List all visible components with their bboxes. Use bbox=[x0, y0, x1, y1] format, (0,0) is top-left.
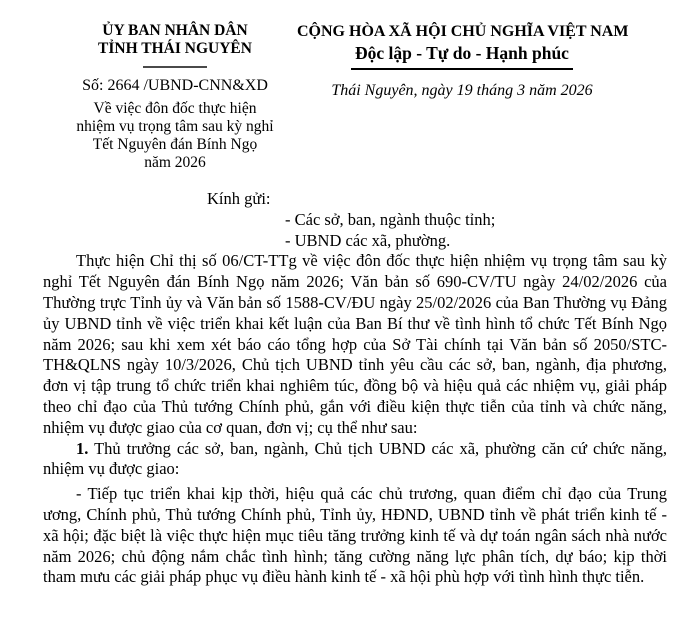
paragraph-intro: Thực hiện Chỉ thị số 06/CT-TTg về việc đôn đốc thực hiện nhiệm vụ trọng tâm sau kỳ nghỉ Tết Nguyên đán Bính Ngọ năm 2026; Văn bản số 690-CV/TU ngày 24/02/2026 của Thường trực Tỉnh ủy và Văn bản số 1588-CV/ĐU ngày 25/02/2026 của Ban Thường vụ Đảng ủy UBND tỉnh về việc triển khai kết luận của Ban Bí thư về tình hình tổ chức Tết Bính Ngọ năm 2026; sau khi xem xét báo cáo tổng hợp của Sở Tài chính tại Văn bản số 2050/STC-TH&QLNS ngày 10/3/2026, Chủ tịch UBND tỉnh yêu cầu các sở, ban, ngành, địa phương, đơn vị tập trung tổ chức triển khai nghiêm túc, đồng bộ và hiệu quả các nhiệm vụ, giải pháp theo chỉ đạo của Thủ tướng Chính phủ, gắn với điều kiện thực tiễn của tỉnh và chức năng, nhiệm vụ được giao của cơ quan, đơn vị; cụ thể như sau: bbox=[43, 251, 667, 437]
org-name: TỈNH THÁI NGUYÊN bbox=[98, 40, 252, 57]
org-parent-name: ỦY BAN NHÂN DÂN bbox=[102, 22, 248, 39]
document-content bbox=[43, 0, 667, 588]
national-title: CỘNG HÒA XÃ HỘI CHỦ NGHĨA VIỆT NAM bbox=[297, 23, 629, 40]
national-motto: Độc lập - Tự do - Hạnh phúc bbox=[355, 43, 569, 63]
document-number: Số: 2664 /UBND-CNN&XD bbox=[82, 77, 268, 94]
subject-line: nhiệm vụ trọng tâm sau kỳ nghỉ bbox=[76, 118, 274, 135]
paragraph-section-1 bbox=[43, 439, 667, 481]
subject-line: năm 2026 bbox=[144, 154, 206, 171]
section-number: 1. bbox=[76, 438, 89, 458]
paragraph-task-1: - Tiếp tục triển khai kịp thời, hiệu quả các chủ trương, quan điểm chỉ đạo của Trung ương, Chính phủ, Thủ tướng Chính phủ, Tỉnh ủy, HĐND, UBND tỉnh về phát triển kinh tế - xã hội; đặc biệt là việc thực hiện mục tiêu tăng trưởng kinh tế và dự toán ngân sách nhà nước năm 2026; chủ động nắm chắc tình hình; tăng cường năng lực phân tích, dự báo; kịp thời tham mưu các giải pháp phục vụ điều hành kinh tế - xã hội phù hợp với tình hình thực tiễn. bbox=[43, 484, 667, 587]
section-text: Thủ trưởng các sở, ban, ngành, Chủ tịch UBND các xã, phường căn cứ chức năng, nhiệm vụ được giao: bbox=[43, 438, 667, 479]
recipients-block bbox=[43, 189, 667, 251]
recipient-item: - Các sở, ban, ngành thuộc tỉnh; bbox=[285, 209, 496, 229]
place-and-date: Thái Nguyên, ngày 19 tháng 3 năm 2026 bbox=[331, 81, 593, 99]
subject-line: Tết Nguyên đán Bính Ngọ bbox=[92, 136, 258, 153]
recipient-item: - UBND các xã, phường. bbox=[285, 230, 451, 250]
recipients-label: Kính gửi: bbox=[207, 189, 271, 208]
document-body bbox=[43, 251, 667, 588]
subject-line: Về việc đôn đốc thực hiện bbox=[93, 100, 257, 117]
